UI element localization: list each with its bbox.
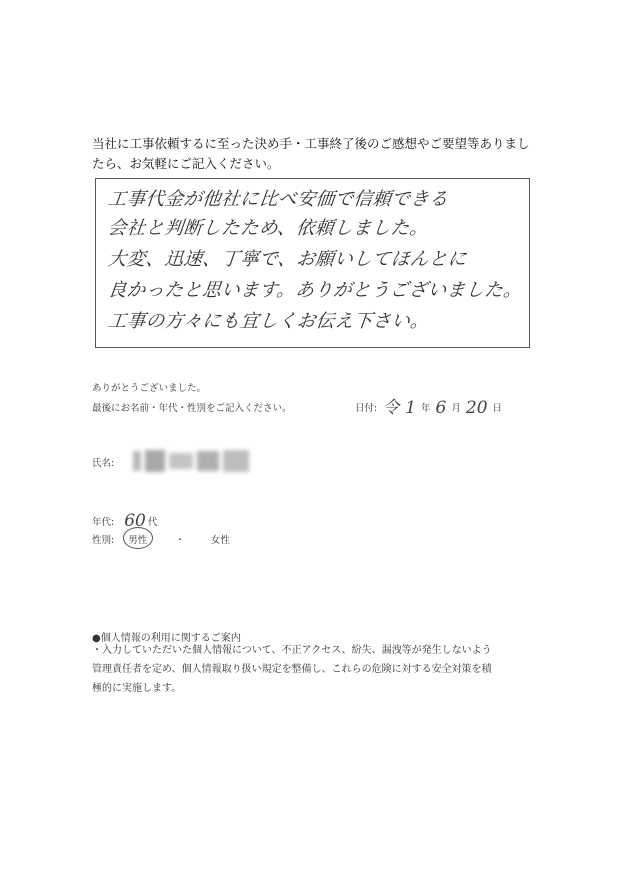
privacy-body	[92, 641, 542, 698]
date-day-unit: 日	[492, 403, 503, 414]
date-year: 1	[405, 398, 417, 418]
answer-line-5: 工事の方々にも宜しくお伝え下さい。	[106, 311, 431, 332]
privacy-line-2: 管理責任者を定め、個人情報取り扱い規定を整備し、これらの危険に対する安全対策を積	[92, 664, 492, 675]
answer-line-2: 会社と判断したため、依頼しました。	[106, 218, 430, 239]
age-unit: 代	[147, 517, 158, 528]
date-month-unit: 月	[451, 403, 461, 414]
gender-label: 性別:	[92, 535, 115, 546]
date-month: 6	[435, 398, 447, 418]
name-label: 氏名:	[92, 458, 115, 469]
thanks-text: ありがとうございました。	[92, 383, 207, 394]
male-label: 男性	[128, 535, 148, 546]
answer-box	[95, 178, 530, 348]
gender-option-male	[126, 532, 149, 546]
age-field	[92, 509, 157, 531]
privacy-line-1: ・入力していただいた個人情報について、不正アクセス、紛失、漏洩等が発生しないよう	[92, 645, 492, 656]
answer-line-3: 大変、迅速、丁寧で、お願いしてほんとに	[106, 249, 468, 270]
question-text	[92, 134, 532, 174]
age-value: 60	[124, 511, 146, 531]
answer-line-4: 良かったと思います。ありがとうございました。	[106, 280, 524, 301]
date-era: 令	[382, 398, 400, 418]
name-redacted	[133, 448, 249, 474]
question-line-2: たら、お気軽にご記入ください。	[92, 156, 280, 171]
date-year-unit: 年	[421, 403, 431, 414]
gender-field	[92, 530, 230, 548]
age-label: 年代:	[92, 517, 115, 528]
request-text: 最後にお名前・年代・性別をご記入ください。	[92, 403, 292, 414]
privacy-title: ●個人情報の利用に関するご案内	[92, 633, 241, 644]
answer-line-1: 工事代金が他社に比べ安価で信頼できる	[106, 189, 450, 210]
gender-option-female: 女性	[210, 535, 230, 546]
date-field	[355, 394, 504, 418]
date-day: 20	[465, 398, 488, 418]
selected-circle-icon	[123, 527, 153, 549]
question-line-1: 当社に工事依頼するに至った決め手・工事終了後のご感想やご要望等ありまし	[92, 136, 530, 151]
date-label: 日付:	[355, 403, 378, 414]
privacy-line-3: 極的に実施します。	[92, 683, 182, 694]
gender-separator: ・	[175, 535, 185, 546]
